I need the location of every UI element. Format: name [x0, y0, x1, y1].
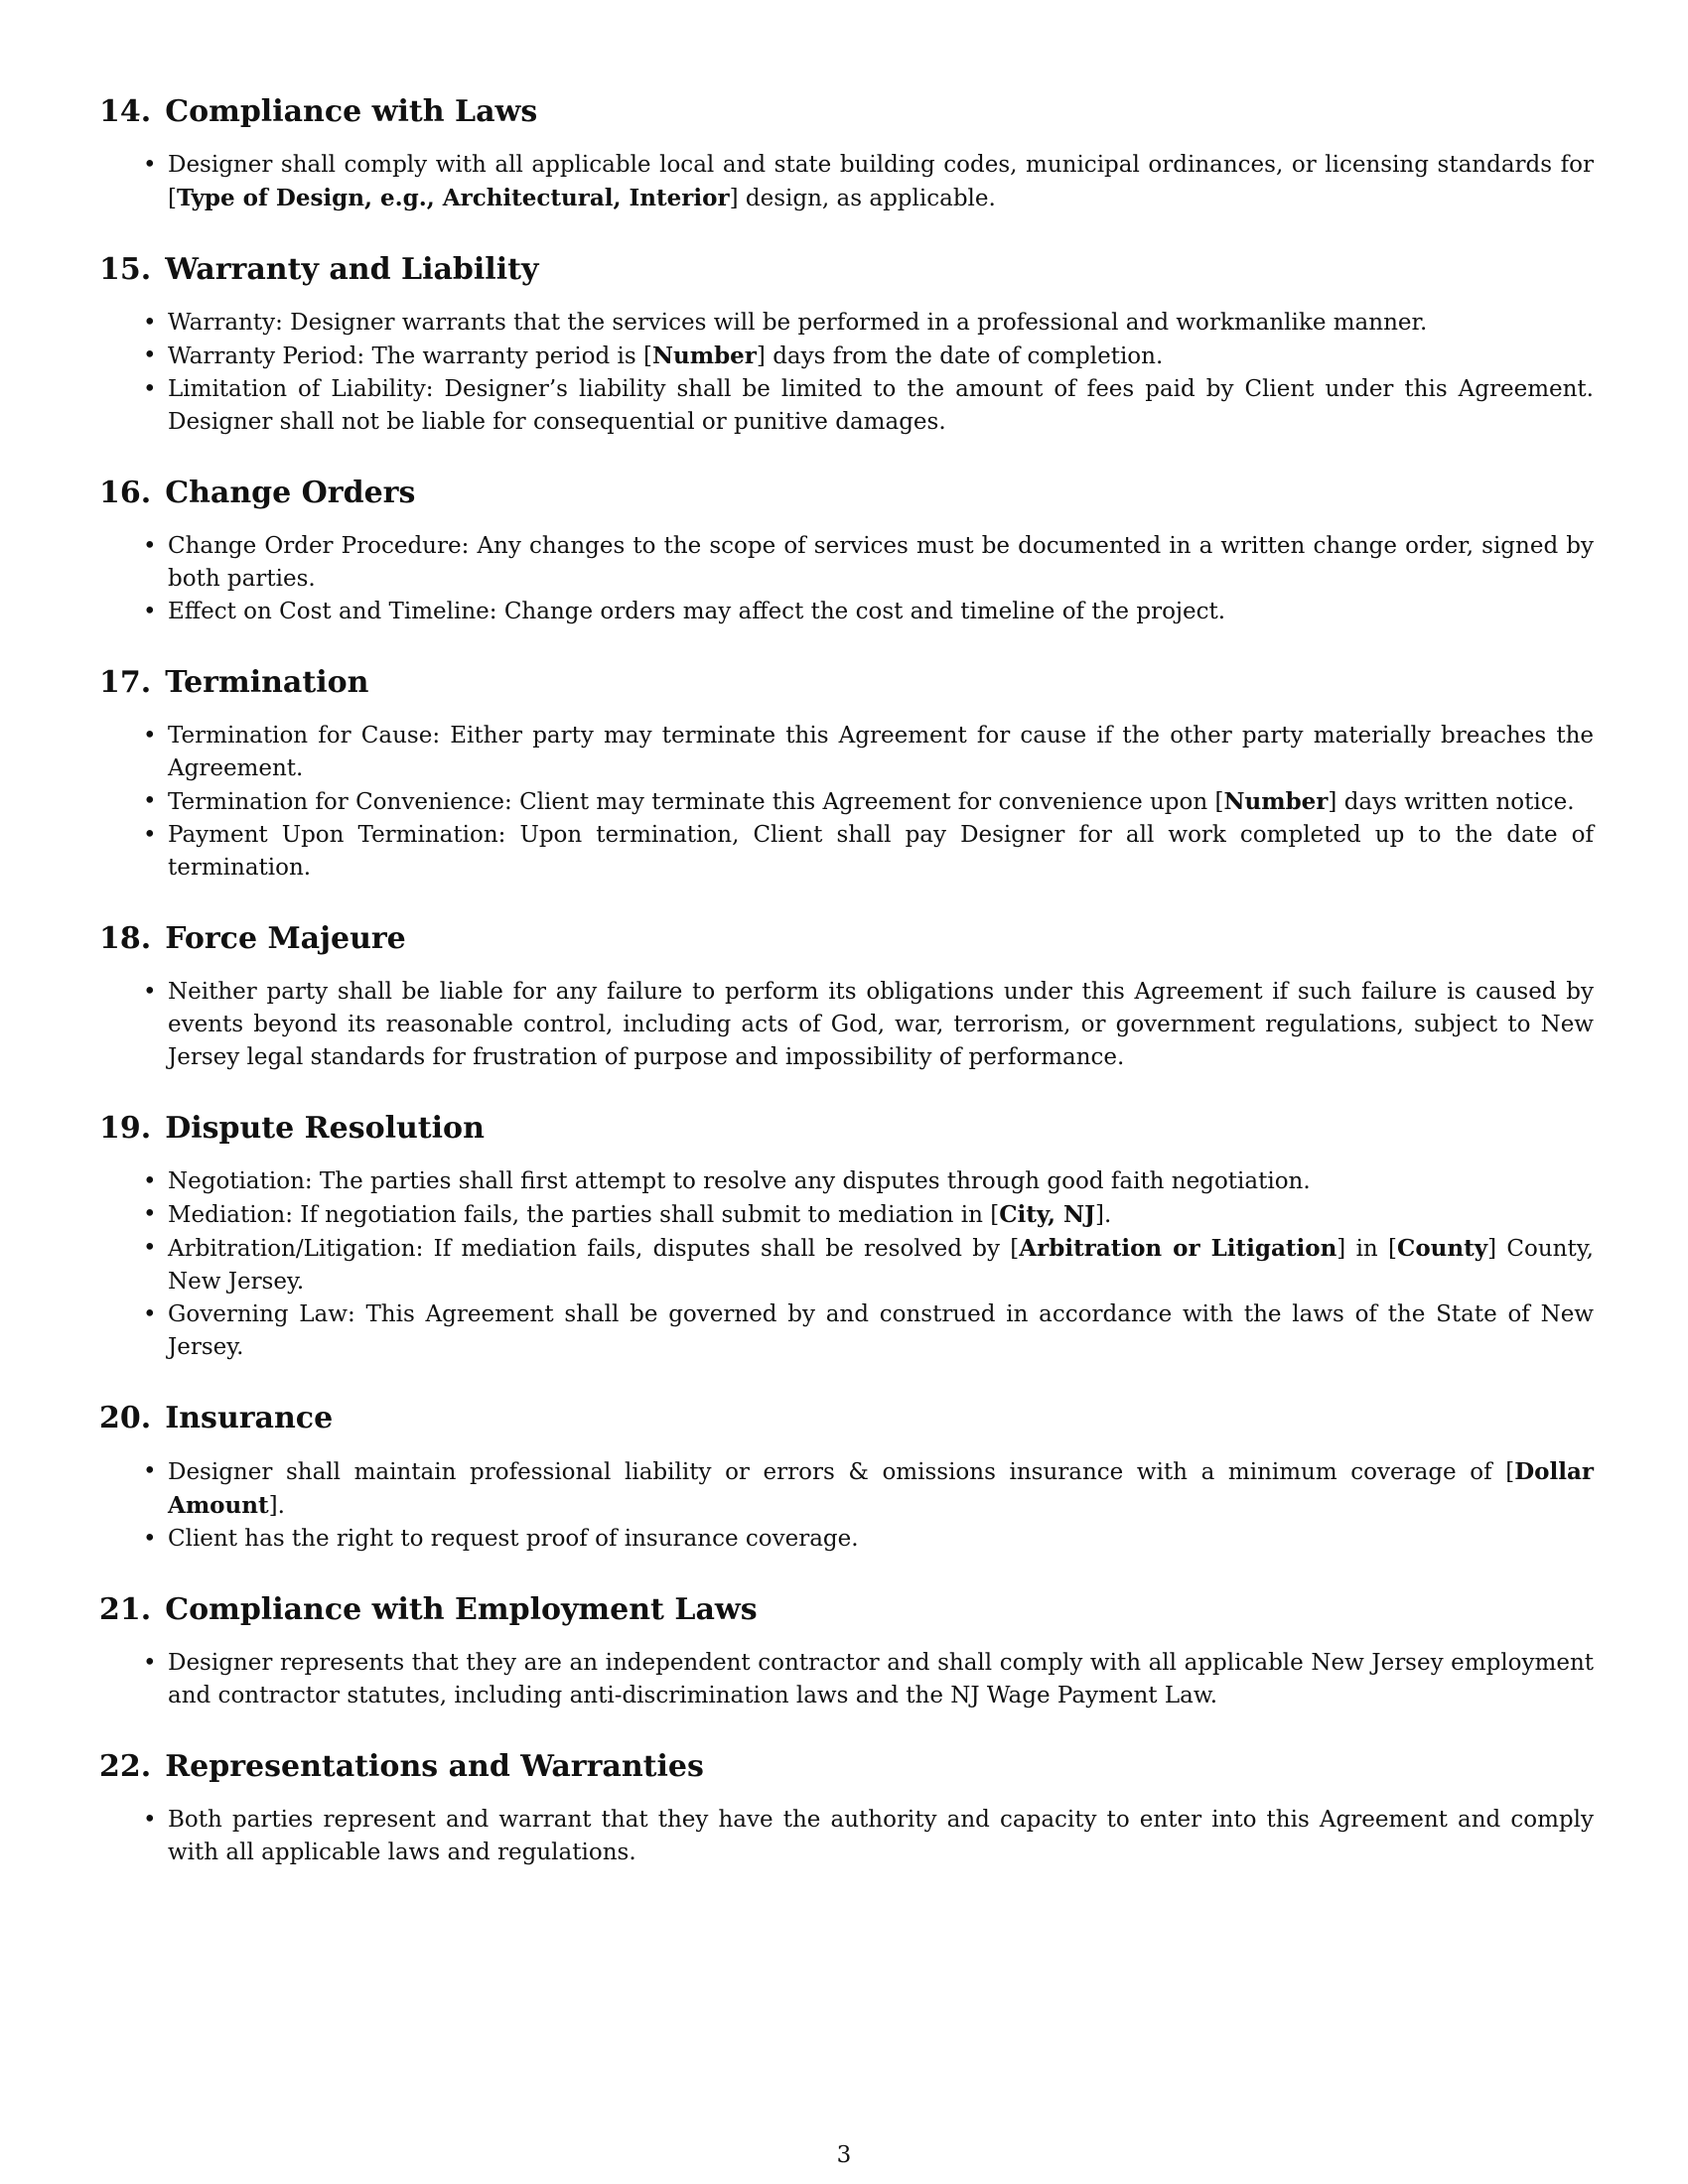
list-item [168, 1232, 1594, 1298]
section-heading [99, 1398, 1594, 1439]
bullet-list [99, 307, 1594, 439]
list-item [168, 1804, 1594, 1869]
section [99, 473, 1594, 628]
section-title: Insurance [165, 1401, 334, 1435]
clause-text: ] design, as applicable. [729, 186, 996, 211]
list-item [168, 307, 1594, 340]
placeholder-field: City, NJ [999, 1201, 1095, 1228]
placeholder-field: Dollar Amount [168, 1458, 1594, 1519]
section-heading [99, 1108, 1594, 1150]
list-item [168, 819, 1594, 885]
section-number: 14. [99, 94, 152, 129]
section [99, 662, 1594, 885]
bullet-list [99, 1647, 1594, 1712]
section [99, 91, 1594, 215]
list-item [168, 1647, 1594, 1712]
section-number: 22. [99, 1749, 152, 1784]
clause-text: Designer shall comply with all applicable local and state building codes, municipal ordinances, or licensing standards for [ [168, 152, 1594, 211]
clause-text: Designer shall maintain professional liability or errors & omissions insurance with a minimum coverage of [ [168, 1459, 1515, 1485]
clause-text: Termination for Convenience: Client may terminate this Agreement for convenience upon [ [168, 789, 1224, 815]
list-item [168, 720, 1594, 785]
placeholder-field: County [1397, 1235, 1488, 1262]
clause-text: ] in [ [1336, 1236, 1398, 1262]
placeholder-field: Type of Design, e.g., Architectural, Interior [176, 185, 730, 211]
placeholder-field: Number [1223, 788, 1329, 815]
clause-text: Designer represents that they are an independent contractor and shall comply with all applicable New Jersey employment and contractor statutes, including anti-discrimination laws and the NJ Wage Payment Law. [168, 1650, 1594, 1708]
section [99, 249, 1594, 439]
section-title: Change Orders [165, 476, 416, 510]
section-number: 17. [99, 665, 152, 700]
section-heading [99, 249, 1594, 291]
section-number: 20. [99, 1401, 152, 1435]
bullet-list [99, 1165, 1594, 1364]
clause-text: Both parties represent and warrant that they have the authority and capacity to enter into this Agreement and comply with all applicable laws and regulations. [168, 1807, 1594, 1865]
section-title: Compliance with Laws [165, 94, 538, 129]
clause-text: Warranty Period: The warranty period is [ [168, 343, 652, 369]
clause-text: ] days written notice. [1328, 789, 1575, 815]
clause-text: Change Order Procedure: Any changes to the scope of services must be documented in a written change order, signed by both parties. [168, 533, 1594, 592]
section-number: 18. [99, 921, 152, 956]
list-item [168, 340, 1594, 373]
clause-text: ] County, New Jersey. [168, 1236, 1594, 1295]
section-heading [99, 918, 1594, 960]
list-item [168, 976, 1594, 1074]
section [99, 1589, 1594, 1712]
section-title: Compliance with Employment Laws [165, 1592, 758, 1627]
section-title: Termination [165, 665, 369, 700]
section-number: 21. [99, 1592, 152, 1627]
section-heading [99, 1589, 1594, 1631]
list-item [168, 1165, 1594, 1198]
bullet-list [99, 530, 1594, 628]
section-number: 16. [99, 476, 152, 510]
list-item [168, 1523, 1594, 1556]
bullet-list [99, 1804, 1594, 1869]
section-title: Dispute Resolution [165, 1111, 485, 1146]
section-title: Force Majeure [165, 921, 406, 956]
section-title: Representations and Warranties [165, 1749, 704, 1784]
list-item [168, 596, 1594, 628]
bullet-list [99, 1455, 1594, 1556]
list-item [168, 1298, 1594, 1364]
clause-text: Arbitration/Litigation: If mediation fails, disputes shall be resolved by [ [168, 1236, 1020, 1262]
list-item [168, 530, 1594, 596]
clause-text: Termination for Cause: Either party may terminate this Agreement for cause if the other party materially breaches the Agreement. [168, 723, 1594, 781]
section-number: 19. [99, 1111, 152, 1146]
list-item [168, 1455, 1594, 1523]
section-heading [99, 473, 1594, 514]
clause-text: Client has the right to request proof of insurance coverage. [168, 1526, 859, 1552]
clause-text: ] days from the date of completion. [756, 343, 1164, 369]
clause-text: Neither party shall be liable for any failure to perform its obligations under this Agreement if such failure is caused by events beyond its reasonable control, including acts of God, war, terrorism, or government regulations, subject to New Jersey legal standards for frustration of purpose and impossibility of performance. [168, 979, 1594, 1070]
clause-text: Mediation: If negotiation fails, the parties shall submit to mediation in [ [168, 1202, 1000, 1228]
section-heading [99, 91, 1594, 133]
list-item [168, 785, 1594, 819]
clause-text: Warranty: Designer warrants that the services will be performed in a professional and workmanlike manner. [168, 310, 1428, 336]
placeholder-field: Number [652, 342, 757, 369]
list-item [168, 373, 1594, 439]
clause-text: Negotiation: The parties shall first attempt to resolve any disputes through good faith negotiation. [168, 1168, 1311, 1194]
bullet-list [99, 976, 1594, 1074]
section [99, 1746, 1594, 1869]
clause-text: ]. [1094, 1202, 1112, 1228]
section [99, 1398, 1594, 1556]
clause-text: Governing Law: This Agreement shall be governed by and construed in accordance with the laws of the State of New Jersey. [168, 1301, 1594, 1360]
document-body [99, 91, 1594, 1869]
section-heading [99, 662, 1594, 704]
clause-text: ]. [268, 1493, 285, 1519]
bullet-list [99, 720, 1594, 885]
section [99, 1108, 1594, 1364]
clause-text: Payment Upon Termination: Upon termination, Client shall pay Designer for all work completed up to the date of termination. [168, 822, 1594, 881]
section-number: 15. [99, 252, 152, 287]
page-number: 3 [836, 2142, 852, 2168]
section [99, 918, 1594, 1074]
section-title: Warranty and Liability [165, 252, 539, 287]
placeholder-field: Arbitration or Litigation [1019, 1235, 1337, 1262]
list-item [168, 149, 1594, 215]
clause-text: Limitation of Liability: Designer’s liability shall be limited to the amount of fees paid by Client under this Agreement. Designer shall not be liable for consequential or punitive damages. [168, 376, 1594, 435]
section-heading [99, 1746, 1594, 1788]
list-item [168, 1198, 1594, 1232]
clause-text: Effect on Cost and Timeline: Change orders may affect the cost and timeline of the project. [168, 599, 1226, 624]
bullet-list [99, 149, 1594, 215]
